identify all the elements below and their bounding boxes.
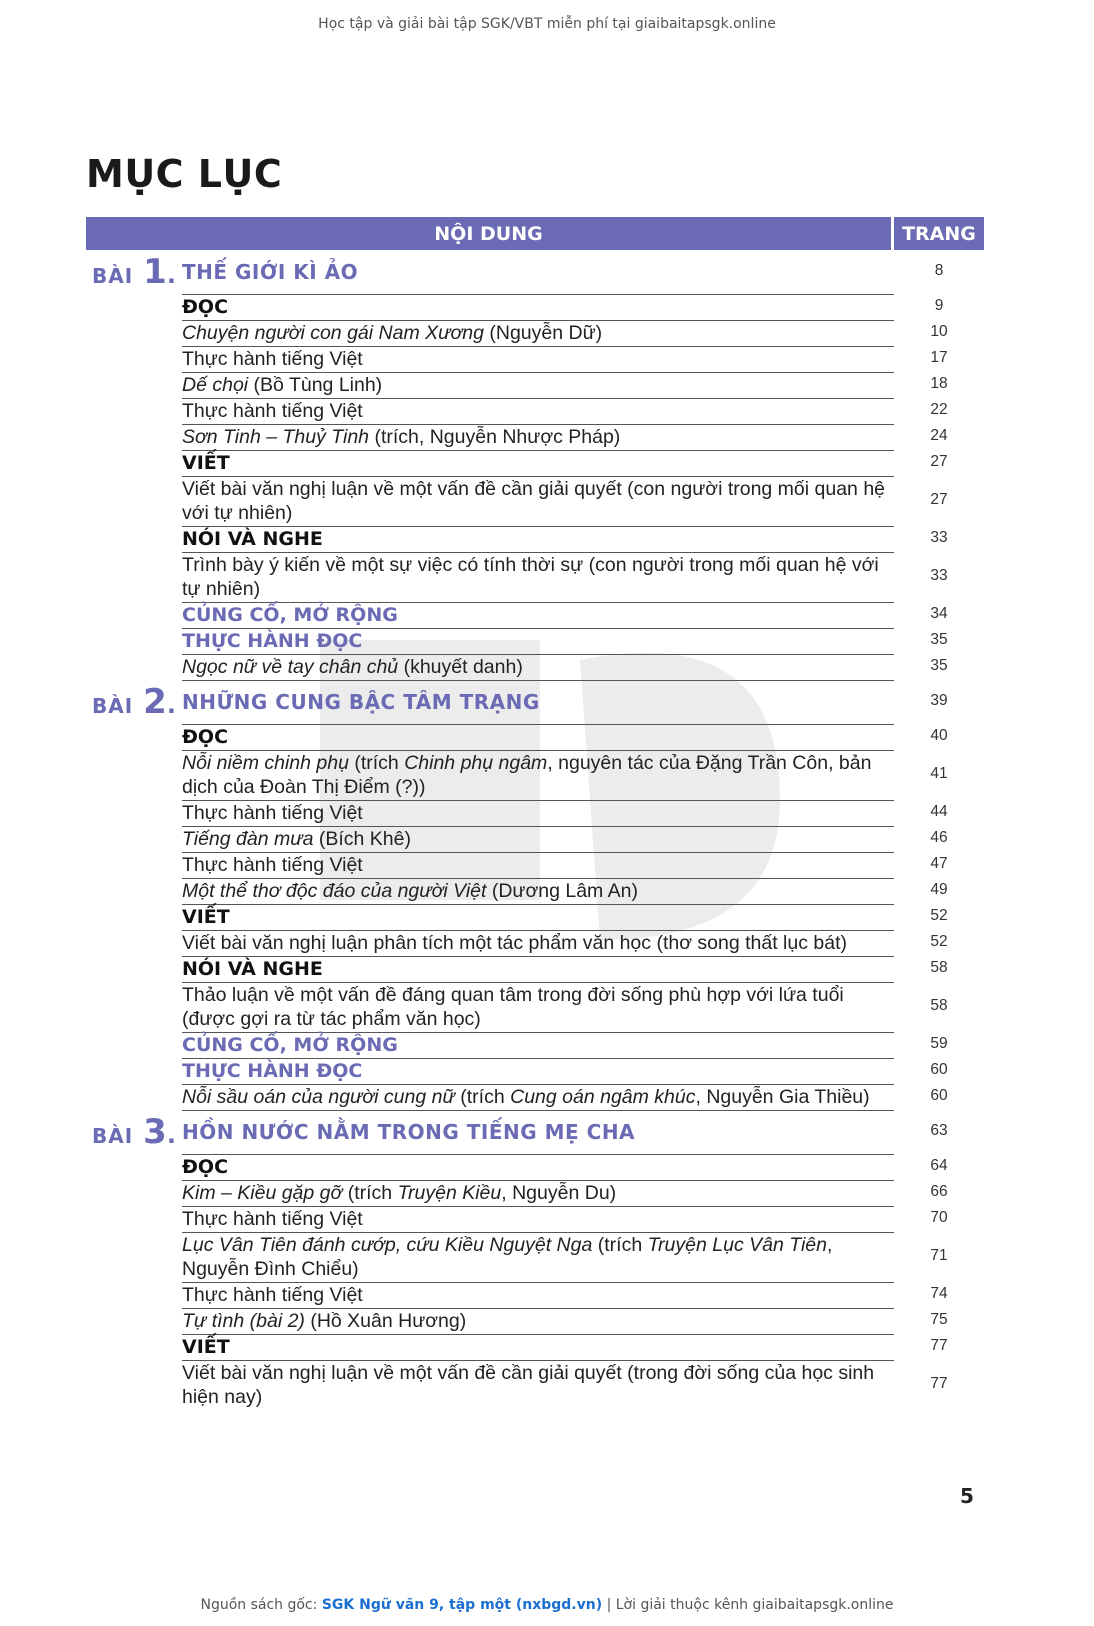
toc-entry-text: Viết bài văn nghị luận về một vấn đề cần giải quyết (trong đời sống của học sinh hiện nay) <box>182 1362 875 1408</box>
toc-entry-text: Kim – Kiều gặp gỡ (trích Truyện Kiều, Nguyễn Du) <box>182 1182 617 1204</box>
toc-entry-page-number: 44 <box>930 803 948 820</box>
toc-entry[interactable] <box>182 852 894 879</box>
toc-entry-text: Chuyện người con gái Nam Xương (Nguyễn Dữ) <box>182 322 603 344</box>
toc-entry-text: Nỗi sầu oán của người cung nữ (trích Cung oán ngâm khúc, Nguyễn Gia Thiều) <box>182 1086 870 1108</box>
lesson-title: THẾ GIỚI KÌ ẢO <box>182 260 359 284</box>
lesson-label: BÀI 3 . <box>92 1112 176 1152</box>
toc-entry-text: Viết bài văn nghị luận phân tích một tác phẩm văn học (thơ song thất lục bát) <box>182 932 847 954</box>
toc-entry-text: ĐỌC <box>182 1156 229 1178</box>
work-title: Tự tình (bài 2) <box>182 1310 305 1332</box>
toc-entry-page-number: 9 <box>934 297 944 314</box>
toc-entry-page-number: 35 <box>930 631 948 648</box>
toc-entry-text: CỦNG CỐ, MỞ RỘNG <box>182 1034 398 1056</box>
toc-entry[interactable] <box>182 654 894 681</box>
toc-entry[interactable] <box>182 1058 894 1085</box>
toc-entry[interactable] <box>182 930 894 957</box>
toc-entry-page-number: 40 <box>930 727 948 744</box>
work-title: Nỗi niềm chinh phụ <box>182 752 349 774</box>
toc-entry[interactable] <box>182 424 894 451</box>
toc-entry-text: Thực hành tiếng Việt <box>182 400 363 422</box>
toc-entry-page-number: 24 <box>930 427 948 444</box>
toc-entry-text: Lục Vân Tiên đánh cướp, cứu Kiều Nguyệt Nga (trích Truyện Lục Vân Tiên, Nguyễn Đình Chiểu) <box>182 1234 833 1280</box>
toc-entry-page-number: 60 <box>930 1061 948 1078</box>
lesson-prefix: BÀI <box>92 1124 134 1148</box>
toc-entry[interactable] <box>182 724 894 751</box>
header-page-cell: TRANG <box>894 217 984 250</box>
toc-entry[interactable] <box>182 398 894 425</box>
toc-entry[interactable] <box>182 904 894 931</box>
top-banner: Học tập và giải bài tập SGK/VBT miễn phí tại giaibaitapsgk.online <box>318 16 776 32</box>
toc-entry-page-number: 18 <box>930 375 948 392</box>
toc-entry-text: Thực hành tiếng Việt <box>182 1208 363 1230</box>
toc-entry-page-number: 74 <box>930 1285 948 1302</box>
work-title: Sơn Tinh – Thuỷ Tinh <box>182 426 370 448</box>
page-number: 5 <box>960 1484 974 1508</box>
footer-source-link[interactable]: SGK Ngữ văn 9, tập một (nxbgd.vn) <box>321 1597 603 1613</box>
toc-entry-text: VIẾT <box>182 1336 230 1358</box>
header-content-cell: NỘI DUNG <box>86 217 891 250</box>
toc-entry-page-number: 34 <box>930 605 948 622</box>
toc-entry-page-number: 27 <box>930 491 948 508</box>
lesson-label: BÀI 1 . <box>92 252 176 292</box>
toc-entry-text: Tiếng đàn mưa (Bích Khê) <box>182 828 411 850</box>
lesson-page-number: 8 <box>934 262 944 279</box>
toc-entry-page-number: 41 <box>930 765 948 782</box>
toc-entry[interactable] <box>182 750 894 801</box>
lesson-prefix: BÀI <box>92 694 134 718</box>
lesson-title-row[interactable] <box>182 680 894 725</box>
footer-prefix: Nguồn sách gốc: <box>200 1597 322 1613</box>
source-title: Truyện Lục Vân Tiên <box>647 1234 827 1256</box>
toc-entry-text: CỦNG CỐ, MỞ RỘNG <box>182 604 398 626</box>
toc-entry-text: VIẾT <box>182 452 230 474</box>
toc-entry[interactable] <box>182 526 894 553</box>
lesson-number: 2 <box>143 682 167 722</box>
toc-entry-text: ĐỌC <box>182 296 229 318</box>
toc-entry[interactable] <box>182 1154 894 1181</box>
toc-entry[interactable] <box>182 602 894 629</box>
toc-entry-page-number: 71 <box>930 1247 948 1264</box>
toc-entry-text: THỰC HÀNH ĐỌC <box>182 630 363 652</box>
toc-entry-page-number: 33 <box>930 529 948 546</box>
footer <box>0 1597 1094 1613</box>
lesson-number: 1 <box>143 252 167 292</box>
toc-entry-text: THỰC HÀNH ĐỌC <box>182 1060 363 1082</box>
work-title: Kim – Kiều gặp gỡ <box>182 1182 343 1204</box>
work-title: Ngọc nữ về tay chân chủ <box>182 656 399 678</box>
toc-entry-text: Dế chọi (Bồ Tùng Linh) <box>182 374 383 396</box>
toc-entry[interactable] <box>182 878 894 905</box>
toc-entry[interactable] <box>182 1282 894 1309</box>
toc-entry-page-number: 70 <box>930 1209 948 1226</box>
toc-entry-text: Trình bày ý kiến về một sự việc có tính thời sự (con người trong mối quan hệ với tự nhiên) <box>182 554 879 600</box>
toc-entry[interactable] <box>182 800 894 827</box>
toc-entry[interactable] <box>182 476 894 527</box>
toc-entry[interactable] <box>182 320 894 347</box>
toc-entry-page-number: 64 <box>930 1157 948 1174</box>
lesson-page-number: 39 <box>930 692 948 709</box>
work-title: Chuyện người con gái Nam Xương <box>182 322 484 344</box>
toc-entry[interactable] <box>182 346 894 373</box>
toc-entry-page-number: 66 <box>930 1183 948 1200</box>
toc-entry[interactable] <box>182 1206 894 1233</box>
source-title: Truyện Kiều <box>397 1182 502 1204</box>
toc-entry[interactable] <box>182 1334 894 1361</box>
lesson-title-row[interactable] <box>182 250 894 295</box>
lesson-number: 3 <box>143 1112 167 1152</box>
page-title: MỤC LỤC <box>86 152 283 196</box>
work-title: Tiếng đàn mưa <box>182 828 314 850</box>
source-title: Cung oán ngâm khúc <box>510 1086 696 1108</box>
toc-entry-page-number: 47 <box>930 855 948 872</box>
toc-entry[interactable] <box>182 956 894 983</box>
lesson-prefix: BÀI <box>92 264 134 288</box>
toc-entry[interactable] <box>182 1308 894 1335</box>
toc-entry-page-number: 52 <box>930 907 948 924</box>
lesson-title-row[interactable] <box>182 1110 894 1155</box>
toc-entry[interactable] <box>182 1032 894 1059</box>
lesson-title: HỒN NƯỚC NẰM TRONG TIẾNG MẸ CHA <box>182 1120 636 1144</box>
toc-entry-text: Thực hành tiếng Việt <box>182 854 363 876</box>
toc-entry-text: Sơn Tinh – Thuỷ Tinh (trích, Nguyễn Nhược Pháp) <box>182 426 621 448</box>
work-title: Nỗi sầu oán của người cung nữ <box>182 1086 455 1108</box>
toc-entry-page-number: 60 <box>930 1087 948 1104</box>
work-title: Một thể thơ độc đáo của người Việt <box>182 880 487 902</box>
toc-entry[interactable] <box>182 450 894 477</box>
toc-entry[interactable] <box>182 826 894 853</box>
toc-entry[interactable] <box>182 372 894 399</box>
toc-entry-page-number: 59 <box>930 1035 948 1052</box>
toc-entry-text: Thực hành tiếng Việt <box>182 802 363 824</box>
toc-entry-page-number: 46 <box>930 829 948 846</box>
toc-entry-text: VIẾT <box>182 906 230 928</box>
toc-entry[interactable] <box>182 1180 894 1207</box>
lesson-title: NHỮNG CUNG BẬC TÂM TRẠNG <box>182 690 540 714</box>
toc-entry-page-number: 58 <box>930 959 948 976</box>
toc-entry-text: Tự tình (bài 2) (Hồ Xuân Hương) <box>182 1310 467 1332</box>
toc-entry-text: Ngọc nữ về tay chân chủ (khuyết danh) <box>182 656 523 678</box>
toc-entry-text: Thực hành tiếng Việt <box>182 1284 363 1306</box>
toc-entry-page-number: 77 <box>930 1337 948 1354</box>
toc-header <box>86 217 984 250</box>
toc-entry-text: ĐỌC <box>182 726 229 748</box>
work-title: Dế chọi <box>182 374 249 396</box>
toc-entry-text: Thảo luận về một vấn đề đáng quan tâm trong đời sống phù hợp với lứa tuổi (được gợi ra từ tác phẩm văn học) <box>182 984 844 1030</box>
toc-entry-text: Một thể thơ độc đáo của người Việt (Dương Lâm An) <box>182 880 638 902</box>
toc-entry-text: NÓI VÀ NGHE <box>182 958 323 980</box>
toc-entry[interactable] <box>182 294 894 321</box>
toc-entry-page-number: 35 <box>930 657 948 674</box>
toc-entry-page-number: 17 <box>930 349 948 366</box>
toc-entry-page-number: 58 <box>930 997 948 1014</box>
toc-entry-text: Thực hành tiếng Việt <box>182 348 363 370</box>
source-title: Chinh phụ ngâm <box>404 752 548 774</box>
toc-entry-text: Viết bài văn nghị luận về một vấn đề cần giải quyết (con người trong mối quan hệ với tự nhiên) <box>182 478 886 524</box>
toc-entry-page-number: 10 <box>930 323 948 340</box>
toc-entry-text: NÓI VÀ NGHE <box>182 528 323 550</box>
toc-entry-page-number: 49 <box>930 881 948 898</box>
lesson-page-number: 63 <box>930 1122 948 1139</box>
toc-entry[interactable] <box>182 1084 894 1111</box>
toc-entry[interactable] <box>182 1232 894 1283</box>
toc-entry-page-number: 22 <box>930 401 948 418</box>
lesson-label: BÀI 2 . <box>92 682 176 722</box>
toc-entry[interactable] <box>182 552 894 603</box>
toc-entry-page-number: 75 <box>930 1311 948 1328</box>
toc-entry-page-number: 77 <box>930 1375 948 1392</box>
toc-entry[interactable] <box>182 1360 894 1410</box>
toc-entry[interactable] <box>182 982 894 1033</box>
footer-suffix: | Lời giải thuộc kênh giaibaitapsgk.online <box>602 1597 894 1613</box>
toc-entry-page-number: 27 <box>930 453 948 470</box>
toc-entry-page-number: 52 <box>930 933 948 950</box>
toc-entry[interactable] <box>182 628 894 655</box>
toc-entry-page-number: 33 <box>930 567 948 584</box>
work-title: Lục Vân Tiên đánh cướp, cứu Kiều Nguyệt Nga <box>182 1234 593 1256</box>
toc-entry-text: Nỗi niềm chinh phụ (trích Chinh phụ ngâm, nguyên tác của Đặng Trần Côn, bản dịch của Đoàn Thị Điểm (?)) <box>182 752 872 798</box>
